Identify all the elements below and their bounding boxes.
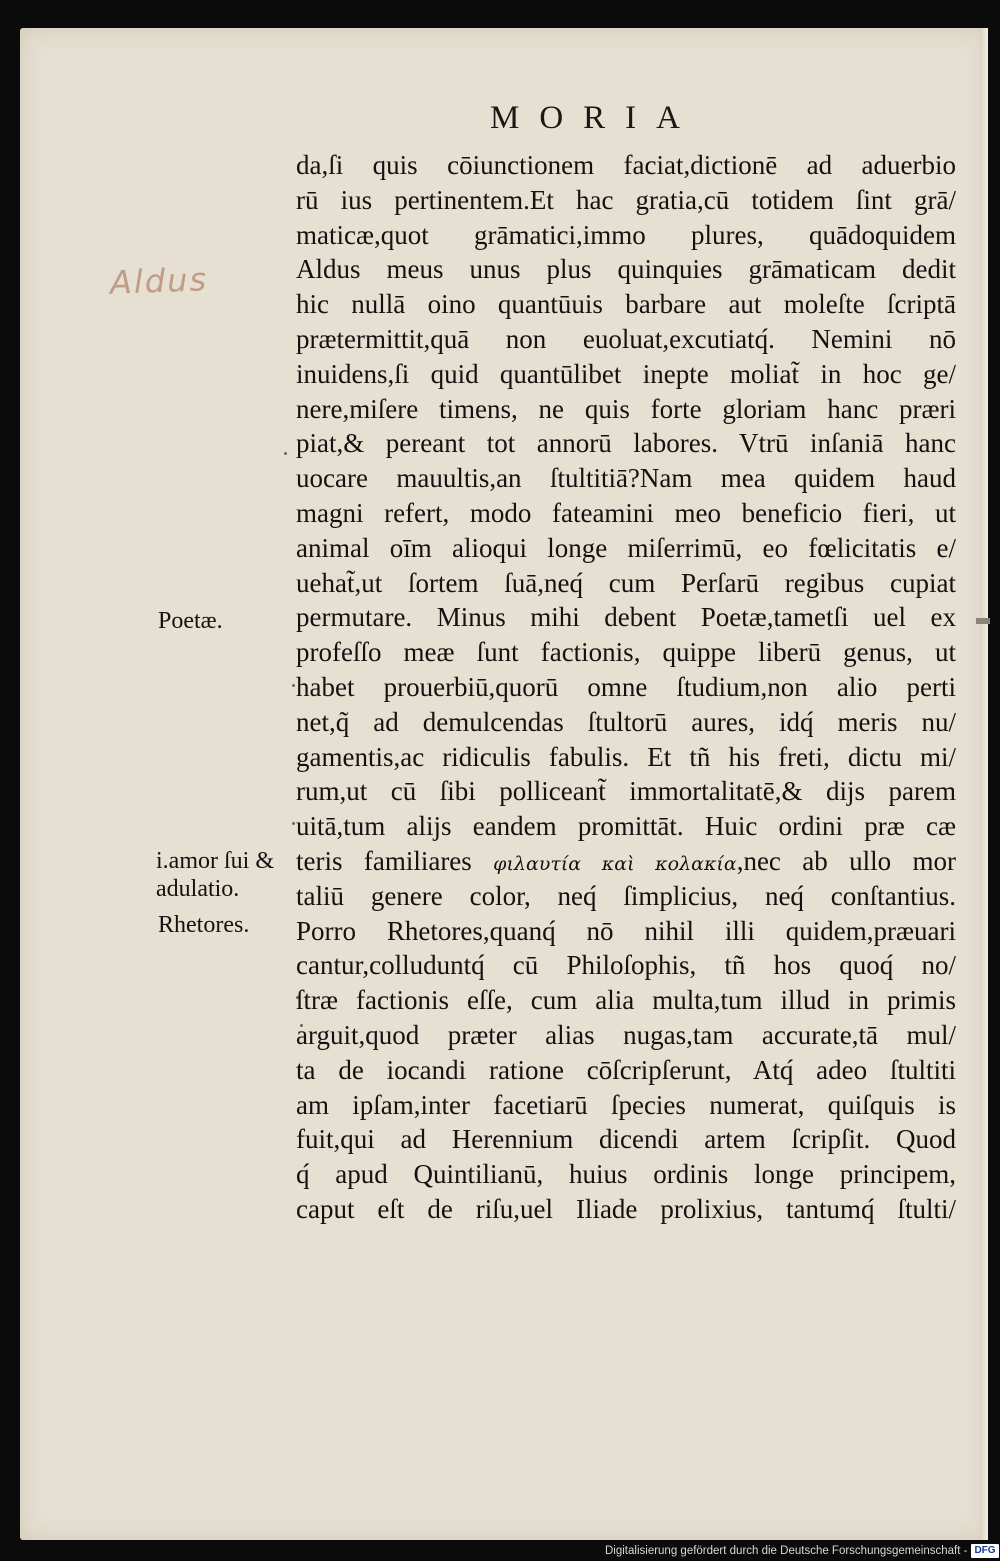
text-line: magni refert, modo fateamini meo beneficio fieri, ut [296,497,956,528]
dfg-logo: DFG [971,1544,998,1558]
page-tab-mark [976,618,990,624]
text-line: piat,& pereant tot annorū labores. Vtrū inſaniā hanc [296,428,956,459]
text-line: am ipſam,inter facetiarū ſpecies numerat, quiſquis is [296,1089,956,1120]
text-line: ta de iocandi ratione cōſcripſerunt, Atq́ adeo ſtultiti [296,1054,956,1085]
text-line: taliū genere color, neq́ ſimplicius, neq́ conſtantius. [296,880,956,911]
margin-note-adulatio: adulatio. [156,876,240,902]
margin-tick [292,684,295,687]
text-line-greek [296,844,956,879]
text-line: maticæ,quot grāmatici,immo plures, quādoquidem [296,219,956,250]
text-line: Porro Rhetores,quanq́ nō nihil illi quidem,præuari [296,915,956,946]
text-line: rum,ut cū ſibi polliceant̃ immortalitatē,& dijs parem [296,776,956,807]
text-line: q́ apud Quintilianū, huius ordinis longe principem, [296,1159,956,1190]
text-line: Aldus meus unus plus quinquies grāmaticam dedit [296,254,956,285]
text-line: fuit,qui ad Herennium dicendi artem ſcripſit. Quod [296,1124,956,1155]
margin-note-rhetores: Rhetores. [158,912,250,938]
page-edge [980,28,988,1540]
text-line: uocare mauultis,an ſtultitiā?Nam mea quidem haud [296,463,956,494]
text-line: uehat̃,ut ſortem ſuā,neq́ cum Perſarū regibus cupiat [296,567,956,598]
text-line: habet prouerbiū,quorū omne ſtudium,non alio perti [296,671,956,702]
text-line-start: teris familiares [296,845,472,876]
text-line: permutare. Minus mihi debent Poetæ,tametſi uel ex [296,602,956,633]
text-line: uitā,tum alijs eandem promittāt. Huic ordini præ cæ [296,811,956,842]
text-line: da,ſi quis cōiunctionem faciat,dictionē ad aduerbio [296,150,956,180]
text-line: ſtræ factionis eſſe, cum alia multa,tum illud in primis [296,985,956,1016]
text-line: profeſſo meæ ſunt factionis, quippe liberū genus, ut [296,637,956,668]
text-line: rū ius pertinentem.Et hac gratia,cū totidem ſint grā/ [296,184,956,215]
body-text [296,148,956,1227]
text-line-end: ,nec ab ullo mor [736,845,956,876]
text-line: inuidens,ſi quid quantūlibet inepte moliat̃ in hoc ge/ [296,358,956,389]
margin-note-poetae: Poetæ. [158,608,223,634]
text-line: prætermittit,quā non euoluat,excutiatq́. Nemini nō [296,323,956,354]
handwritten-annotation: Aldus [109,260,209,302]
digitization-credit [605,1543,999,1559]
margin-note-amor-sui: i.amor ſui & [156,848,274,874]
margin-tick [284,452,287,455]
text-line: cantur,colluduntq́ cū Philoſophis, tñ hos quoq́ no/ [296,950,956,981]
text-line: net,q̃ ad demulcendas ſtultorū aures, idq́ meris nu/ [296,706,956,737]
running-head: MORIA [490,100,701,136]
text-line: animal oīm alioqui longe miſerrimū, eo fœlicitatis e/ [296,532,956,563]
text-line: hic nullā oino quantūuis barbare aut moleſte ſcriptā [296,289,956,320]
margin-tick [292,822,295,825]
text-line: gamentis,ac ridiculis fabulis. Et tñ his freti, dictu mi/ [296,741,956,772]
text-line: nere,miſere timens, ne quis forte gloriam hanc præri [296,393,956,424]
greek-phrase: φιλαυτία καὶ κολακία [493,852,737,875]
credit-text: Digitalisierung gefördert durch die Deutsche Forschungsgemeinschaft - [605,1545,968,1557]
text-line: arguit,quod præter alias nugas,tam accurate,tā mul/ [296,1019,956,1050]
text-line: caput eſt de riſu,uel Iliade prolixius, tantumq́ ſtulti/ [296,1193,956,1224]
